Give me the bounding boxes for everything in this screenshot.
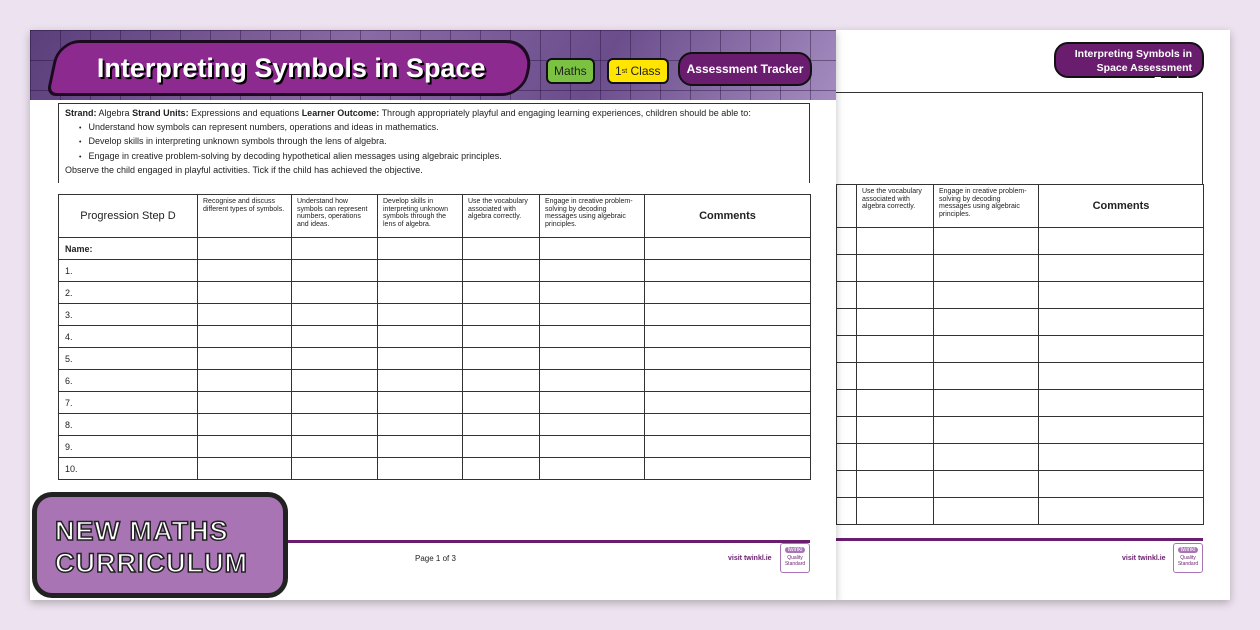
tick-cell[interactable] [292,458,378,480]
twinkl-logo: twinkl Quality Standard [780,543,810,573]
tick-cell[interactable] [934,282,1039,309]
tick-cell[interactable] [463,326,540,348]
tick-cell[interactable] [857,498,934,525]
table-row [837,417,1204,444]
table-row [59,282,811,304]
column-header: Engage in creative problem-solving by decoding messages using algebraic principles. [540,195,645,238]
tick-cell[interactable] [645,414,811,436]
tick-cell[interactable] [837,498,857,525]
table-row [837,363,1204,390]
tick-cell[interactable] [1039,336,1204,363]
row-label: 4. [59,326,198,348]
page-number: Page 1 of 3 [415,554,456,563]
tick-cell[interactable] [198,370,292,392]
tick-cell[interactable] [645,436,811,458]
row-label: 3. [59,304,198,326]
tick-cell[interactable] [934,471,1039,498]
page-title: Interpreting Symbols in Space [46,40,536,96]
tick-cell[interactable] [463,392,540,414]
back-header-tag: Interpreting Symbols in Space Assessment Tracker [1054,42,1204,78]
visit-link[interactable]: visit twinkl.ie [728,555,772,562]
table-row [837,336,1204,363]
space-banner [30,30,836,100]
tick-cell[interactable] [540,436,645,458]
column-header: Recognise and discuss different types of symbols. [198,195,292,238]
table-row [837,498,1204,525]
tick-cell[interactable] [540,282,645,304]
tick-cell[interactable] [463,260,540,282]
twinkl-logo: twinkl Quality Standard [1173,543,1203,573]
tick-cell[interactable] [1039,498,1204,525]
tick-cell[interactable] [378,370,463,392]
tick-cell[interactable] [645,260,811,282]
tick-cell[interactable] [934,390,1039,417]
visit-link[interactable]: visit twinkl.ie [1122,555,1166,562]
table-row [837,228,1204,255]
row-label: 1. [59,260,198,282]
column-header [837,185,857,228]
tick-cell[interactable] [463,348,540,370]
tick-cell[interactable] [378,436,463,458]
tick-cell[interactable] [837,336,857,363]
tick-cell[interactable] [645,458,811,480]
table-row [59,304,811,326]
tick-cell[interactable] [857,417,934,444]
tick-cell[interactable] [837,417,857,444]
tick-cell[interactable] [857,471,934,498]
tick-cell[interactable] [857,363,934,390]
tick-cell[interactable] [837,282,857,309]
tick-cell[interactable] [1039,417,1204,444]
tick-cell[interactable] [540,370,645,392]
assessment-table [58,194,811,480]
tick-cell[interactable] [198,260,292,282]
tick-cell[interactable] [645,348,811,370]
tick-cell[interactable] [1039,309,1204,336]
table-row [59,370,811,392]
tick-cell[interactable] [292,260,378,282]
tick-cell[interactable] [934,417,1039,444]
table-row [837,390,1204,417]
tick-cell[interactable] [292,436,378,458]
tick-cell[interactable] [540,238,645,260]
tick-cell[interactable] [540,326,645,348]
row-label: 7. [59,392,198,414]
tick-cell[interactable] [463,238,540,260]
tick-cell[interactable] [378,282,463,304]
table-row [837,282,1204,309]
tick-cell[interactable] [857,282,934,309]
tick-cell[interactable] [934,309,1039,336]
tick-cell[interactable] [540,304,645,326]
tick-cell[interactable] [540,392,645,414]
tick-cell[interactable] [837,309,857,336]
tick-cell[interactable] [292,370,378,392]
table-row [59,392,811,414]
tick-cell[interactable] [934,255,1039,282]
tick-cell[interactable] [378,326,463,348]
tick-cell[interactable] [1039,471,1204,498]
assessment-table [836,184,1204,525]
column-header: Engage in creative problem-solving by decoding messages using algebraic principles. [934,185,1039,228]
tick-cell[interactable] [463,282,540,304]
class-tag: 1 st Class [607,58,669,84]
header-row [837,185,1204,228]
table-row [837,309,1204,336]
table-row [837,444,1204,471]
tick-cell[interactable] [198,238,292,260]
tick-cell[interactable] [645,304,811,326]
tick-cell[interactable] [1039,255,1204,282]
tick-cell[interactable] [198,348,292,370]
column-header: Comments [645,195,811,238]
tick-cell[interactable] [837,471,857,498]
table-row [59,348,811,370]
tick-cell[interactable] [463,304,540,326]
column-header: Use the vocabulary associated with algebra correctly. [463,195,540,238]
tick-cell[interactable] [378,348,463,370]
tick-cell[interactable] [645,326,811,348]
tick-cell[interactable] [645,282,811,304]
table-row [59,260,811,282]
row-label: 2. [59,282,198,304]
tick-cell[interactable] [1039,282,1204,309]
tick-cell[interactable] [198,282,292,304]
tick-cell[interactable] [378,260,463,282]
subject-tag: Maths [546,58,595,84]
tick-cell[interactable] [292,348,378,370]
tick-cell[interactable] [198,326,292,348]
back-info-box [836,92,1203,184]
tick-cell[interactable] [292,304,378,326]
tick-cell[interactable] [837,390,857,417]
tick-cell[interactable] [378,458,463,480]
header-row [59,195,811,238]
tick-cell[interactable] [1039,390,1204,417]
table-row [59,238,811,260]
badge-line: NEW MATHS [55,516,229,546]
new-curriculum-badge [32,492,288,598]
tick-cell[interactable] [463,436,540,458]
tick-cell[interactable] [292,238,378,260]
tick-cell[interactable] [645,370,811,392]
tick-cell[interactable] [292,414,378,436]
tick-cell[interactable] [463,370,540,392]
tick-cell[interactable] [463,414,540,436]
row-label: Name: [59,238,198,260]
tick-cell[interactable] [292,326,378,348]
tick-cell[interactable] [292,392,378,414]
footer-divider [836,538,1203,541]
table-row [837,255,1204,282]
badge-line: CURRICULUM [55,548,248,579]
table-row [59,458,811,480]
tick-cell[interactable] [198,458,292,480]
tick-cell[interactable] [1039,444,1204,471]
tracker-tag: Assessment Tracker [678,52,812,86]
tick-cell[interactable] [378,392,463,414]
tick-cell[interactable] [857,228,934,255]
tick-cell[interactable] [934,498,1039,525]
info-box: Strand: Algebra Strand Units: Expressions and equations Learner Outcome: Through appropriately playful and engaging learning experiences, children should be able to: • Understand how symbols can represent numbers, operations and ideas in mathematics. • Develop skills in interpreting unknown symbols through the lens of algebra. • Engage in creative problem-solving by decoding hypothetical alien messages using algebraic principles. Observe the child engaged in playful activities. Tick if the child has achieved the objective. [58,103,810,183]
tick-cell[interactable] [857,336,934,363]
row-label: 10. [59,458,198,480]
tick-cell[interactable] [934,444,1039,471]
tick-cell[interactable] [292,282,378,304]
tick-cell[interactable] [837,228,857,255]
tick-cell[interactable] [540,458,645,480]
tick-cell[interactable] [934,363,1039,390]
tick-cell[interactable] [857,444,934,471]
column-header: Use the vocabulary associated with algebra correctly. [857,185,934,228]
table-row [59,414,811,436]
row-label: 5. [59,348,198,370]
tick-cell[interactable] [1039,363,1204,390]
tick-cell[interactable] [857,309,934,336]
column-header: Progression Step D [59,195,198,238]
table-row [837,471,1204,498]
back-page [836,30,1230,600]
tick-cell[interactable] [837,363,857,390]
tick-cell[interactable] [645,238,811,260]
tick-cell[interactable] [857,255,934,282]
tick-cell[interactable] [837,444,857,471]
tick-cell[interactable] [378,414,463,436]
row-label: 8. [59,414,198,436]
column-header: Comments [1039,185,1204,228]
tick-cell[interactable] [540,414,645,436]
column-header: Develop skills in interpreting unknown symbols through the lens of algebra. [378,195,463,238]
tick-cell[interactable] [934,336,1039,363]
tick-cell[interactable] [198,392,292,414]
tick-cell[interactable] [934,228,1039,255]
row-label: 6. [59,370,198,392]
tick-cell[interactable] [198,436,292,458]
row-label: 9. [59,436,198,458]
table-row [59,436,811,458]
tick-cell[interactable] [645,392,811,414]
tick-cell[interactable] [1039,228,1204,255]
tick-cell[interactable] [378,238,463,260]
tick-cell[interactable] [540,260,645,282]
tick-cell[interactable] [463,458,540,480]
tick-cell[interactable] [540,348,645,370]
column-header: Understand how symbols can represent numbers, operations and ideas. [292,195,378,238]
tick-cell[interactable] [198,414,292,436]
tick-cell[interactable] [837,255,857,282]
table-row [59,326,811,348]
tick-cell[interactable] [857,390,934,417]
tick-cell[interactable] [378,304,463,326]
tick-cell[interactable] [198,304,292,326]
